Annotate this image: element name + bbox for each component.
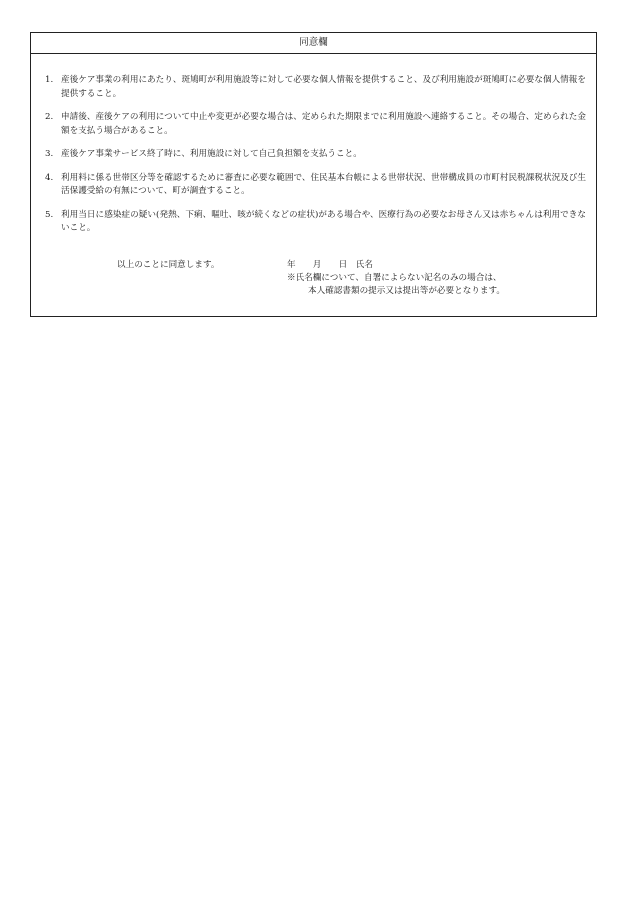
item-number: 4. [45,172,54,183]
consent-item [45,209,586,236]
form-header-title: 同意欄 [31,33,596,54]
item-text: 利用料に係る世帯区分等を確認するために審査に必要な範囲で、住民基本台帳による世帯状況、世帯構成員の市町村民税課税状況及び生活保護受給の有無について、町が調査すること。 [61,172,586,196]
item-number: 3. [45,149,54,159]
item-text: 申請後、産後ケアの利用について中止や変更が必要な場合は、定められた期限までに利用施設へ連絡すること。その場合、定められた金額を支払う場合があること。 [61,112,586,136]
agreement-statement: 以上のことに同意します。 [117,260,220,270]
signature-note-line-1: ※氏名欄について、自署によらない記名のみの場合は、 [287,273,502,283]
item-number: 1. [45,75,54,85]
item-number: 5. [45,209,54,220]
consent-item [45,74,586,101]
item-text: 利用当日に感染症の疑い(発熱、下痢、嘔吐、咳が続くなどの症状)がある場合や、医療行為の必要なお母さん又は赤ちゃんは利用できないこと。 [61,209,586,233]
consent-item [45,111,586,138]
consent-item [45,148,586,162]
consent-form [30,32,597,317]
item-number: 2. [45,112,54,122]
date-and-name-field[interactable]: 年 月 日 氏名 [287,260,373,270]
item-text: 産後ケア事業サービス終了時に、利用施設に対して自己負担額を支払うこと。 [61,149,362,159]
consent-item [45,172,586,199]
signature-note-line-2: 本人確認書類の提示又は提出等が必要となります。 [308,286,505,296]
item-text: 産後ケア事業の利用にあたり、斑鳩町が利用施設等に対して必要な個人情報を提供すること、及び利用施設が斑鳩町に必要な個人情報を提供すること。 [61,75,586,99]
consent-items-list [45,74,586,246]
